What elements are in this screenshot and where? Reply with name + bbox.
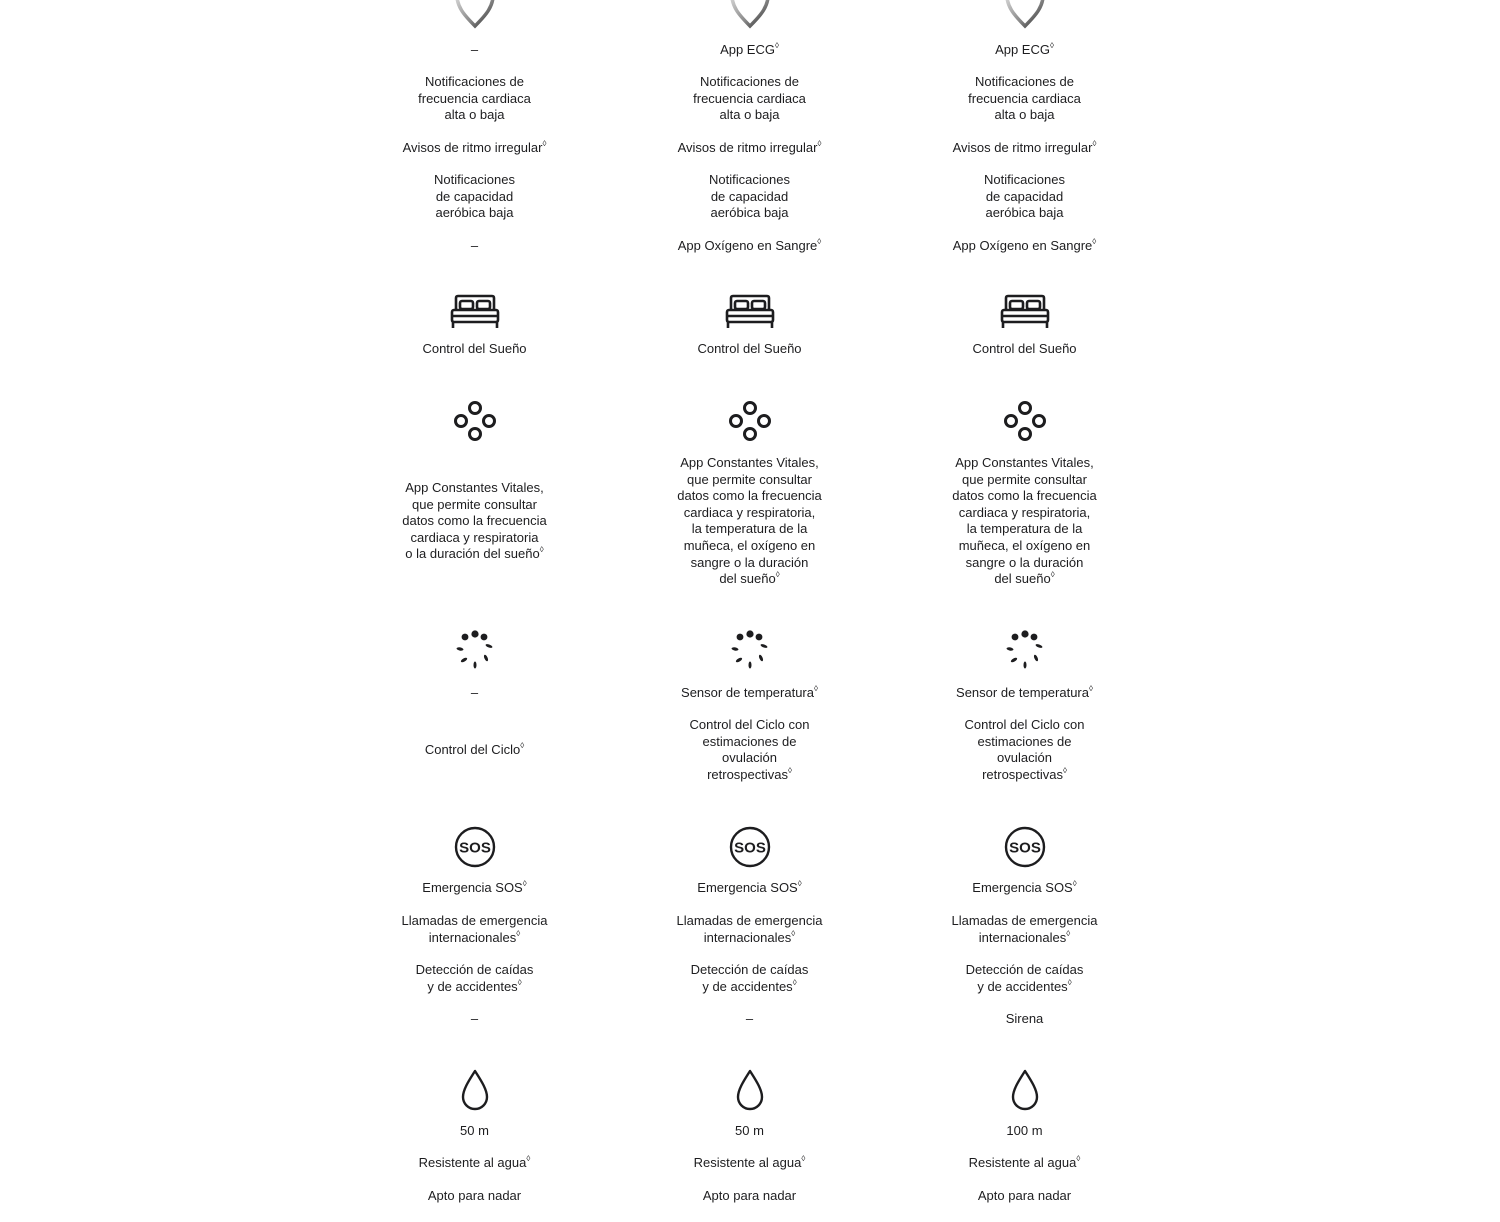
comparison-column-2 bbox=[612, 0, 887, 1222]
sos-text: SOS bbox=[458, 839, 491, 857]
cardio-fitness-label: Notificaciones de capacidad aeróbica baja bbox=[709, 172, 790, 221]
cardio-fitness-label: Notificaciones de capacidad aeróbica baja bbox=[434, 172, 515, 221]
bed-icon bbox=[450, 294, 500, 330]
vitals-label: App Constantes Vitales, que permite consultar datos como la frecuencia cardiaca y respiratoria, la temperatura de la muñeca, el oxígeno en sangre o la duración del sueño◊ bbox=[677, 455, 822, 587]
siren-label: – bbox=[470, 1011, 479, 1026]
hr-notifications-label: Notificaciones de frecuencia cardiaca alta o baja bbox=[968, 74, 1081, 123]
water-resistance-label: Resistente al agua◊ bbox=[418, 1154, 531, 1170]
temperature-sensor-label: Sensor de temperatura◊ bbox=[681, 684, 818, 700]
intl-emergency-calls-label: Llamadas de emergencia internacionales◊ bbox=[676, 913, 823, 945]
swim-proof-label: Apto para nadar bbox=[702, 1188, 797, 1203]
vitals-icon bbox=[728, 400, 772, 444]
hr-notifications-label: Notificaciones de frecuencia cardiaca alta o baja bbox=[693, 74, 806, 123]
vitals-icon bbox=[453, 400, 497, 444]
sos-text: SOS bbox=[1008, 839, 1041, 857]
water-depth-label: 100 m bbox=[1006, 1123, 1043, 1138]
emergency-sos-label: Emergencia SOS◊ bbox=[422, 879, 527, 895]
heart-icon bbox=[453, 0, 497, 30]
sleep-label: Control del Sueño bbox=[697, 341, 802, 356]
bed-icon bbox=[725, 294, 775, 330]
ecg-label: App ECG◊ bbox=[720, 41, 779, 57]
water-depth-label: 50 m bbox=[735, 1123, 764, 1138]
vitals-icon bbox=[1003, 400, 1047, 444]
swim-proof-label: Apto para nadar bbox=[977, 1188, 1072, 1203]
irregular-rhythm-label: Avisos de ritmo irregular◊ bbox=[402, 139, 547, 155]
temperature-sensor-label: Sensor de temperatura◊ bbox=[956, 684, 1093, 700]
sos-icon bbox=[729, 826, 771, 868]
intl-emergency-calls-label: Llamadas de emergencia internacionales◊ bbox=[951, 913, 1098, 945]
water-depth-label: 50 m bbox=[460, 1123, 489, 1138]
emergency-sos-label: Emergencia SOS◊ bbox=[972, 879, 1077, 895]
temperature-sensor-label: – bbox=[470, 685, 479, 700]
water-resistance-label: Resistente al agua◊ bbox=[968, 1154, 1081, 1170]
comparison-column-1 bbox=[337, 0, 612, 1222]
ecg-label: App ECG◊ bbox=[995, 41, 1054, 57]
sleep-label: Control del Sueño bbox=[972, 341, 1077, 356]
cycle-tracking-label: Control del Ciclo con estimaciones de ovulación retrospectivas◊ bbox=[964, 717, 1085, 782]
blood-oxygen-label: – bbox=[470, 238, 479, 253]
temperature-dots-icon bbox=[1003, 629, 1047, 673]
sos-icon bbox=[1004, 826, 1046, 868]
sos-text: SOS bbox=[733, 839, 766, 857]
fall-detection-label: Detección de caídas y de accidentes◊ bbox=[690, 962, 809, 994]
vitals-label: App Constantes Vitales, que permite consultar datos como la frecuencia cardiaca y respiratoria o la duración del sueño◊ bbox=[402, 480, 547, 562]
fall-detection-label: Detección de caídas y de accidentes◊ bbox=[965, 962, 1084, 994]
emergency-sos-label: Emergencia SOS◊ bbox=[697, 879, 802, 895]
blood-oxygen-label: App Oxígeno en Sangre◊ bbox=[677, 237, 822, 253]
swim-proof-label: Apto para nadar bbox=[427, 1188, 522, 1203]
irregular-rhythm-label: Avisos de ritmo irregular◊ bbox=[952, 139, 1097, 155]
cardio-fitness-label: Notificaciones de capacidad aeróbica baja bbox=[984, 172, 1065, 221]
vitals-label: App Constantes Vitales, que permite consultar datos como la frecuencia cardiaca y respiratoria, la temperatura de la muñeca, el oxígeno en sangre o la duración del sueño◊ bbox=[952, 455, 1097, 587]
intl-emergency-calls-label: Llamadas de emergencia internacionales◊ bbox=[401, 913, 548, 945]
cycle-tracking-label: Control del Ciclo◊ bbox=[424, 741, 525, 757]
water-drop-icon bbox=[734, 1068, 766, 1112]
bed-icon bbox=[1000, 294, 1050, 330]
temperature-dots-icon bbox=[453, 629, 497, 673]
siren-label: – bbox=[745, 1011, 754, 1026]
water-drop-icon bbox=[1009, 1068, 1041, 1112]
water-drop-icon bbox=[459, 1068, 491, 1112]
irregular-rhythm-label: Avisos de ritmo irregular◊ bbox=[677, 139, 822, 155]
sleep-label: Control del Sueño bbox=[422, 341, 527, 356]
heart-icon bbox=[728, 0, 772, 30]
sos-icon bbox=[454, 826, 496, 868]
heart-icon bbox=[1003, 0, 1047, 30]
ecg-label: – bbox=[470, 42, 479, 57]
hr-notifications-label: Notificaciones de frecuencia cardiaca alta o baja bbox=[418, 74, 531, 123]
comparison-column-3 bbox=[887, 0, 1162, 1222]
blood-oxygen-label: App Oxígeno en Sangre◊ bbox=[952, 237, 1097, 253]
water-resistance-label: Resistente al agua◊ bbox=[693, 1154, 806, 1170]
siren-label: Sirena bbox=[1005, 1011, 1044, 1026]
cycle-tracking-label: Control del Ciclo con estimaciones de ovulación retrospectivas◊ bbox=[689, 717, 810, 782]
temperature-dots-icon bbox=[728, 629, 772, 673]
fall-detection-label: Detección de caídas y de accidentes◊ bbox=[415, 962, 534, 994]
